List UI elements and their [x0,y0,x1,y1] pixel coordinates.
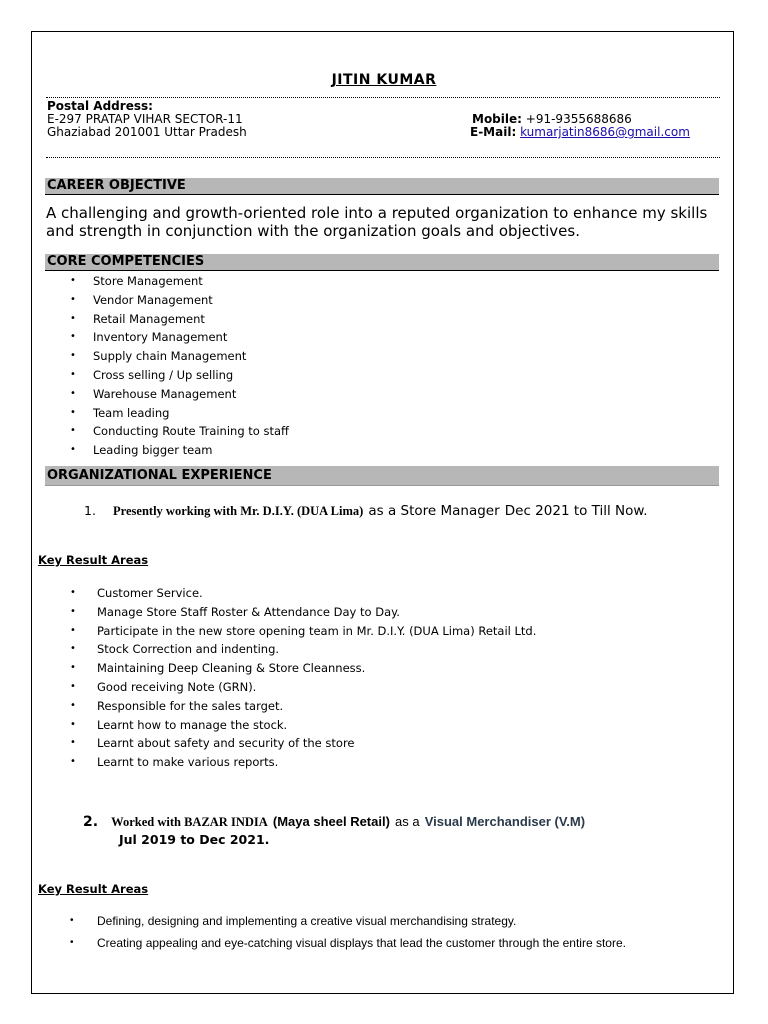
job-2-line [83,811,585,832]
list-item: • Stock Correction and indenting. [70,640,536,659]
list-item: • Team leading [70,404,289,423]
list-item: • Participate in the new store opening team in Mr. D.I.Y. (DUA Lima) Retail Ltd. [70,622,536,641]
list-item: • Learnt how to manage the stock. [70,716,536,735]
header-divider-top [46,97,720,98]
postal-address-label: Postal Address: [47,99,153,113]
key-result-areas-list-2 [70,912,626,954]
job-2-as: as a [395,814,420,829]
job-2-dates: Jul 2019 to Dec 2021. [119,832,270,847]
mobile-label: Mobile: [472,112,522,126]
list-item: • Defining, designing and implementing a creative visual merchandising strategy. [70,912,626,934]
job-1-line [84,501,648,520]
list-item: • Warehouse Management [70,385,289,404]
email-row [470,126,690,139]
list-item: • Good receiving Note (GRN). [70,678,536,697]
job-2-role: Visual Merchandiser (V.M) [424,814,586,829]
job-1-role: as a Store Manager [368,503,500,519]
list-item: • Conducting Route Training to staff [70,422,289,441]
list-item: • Supply chain Management [70,347,289,366]
candidate-name: JITIN KUMAR [331,72,437,88]
career-objective-text: A challenging and growth-oriented role into a reputed organization to enhance my skills and strength in conjunction with the organization goals and objectives. [46,204,708,240]
list-item: • Customer Service. [70,584,536,603]
list-item: • Retail Management [70,310,289,329]
list-item: • Leading bigger team [70,441,289,460]
list-item: • Store Management [70,272,289,291]
header-divider-bottom [46,157,720,158]
key-result-areas-title-2: Key Result Areas [38,882,149,896]
job-2-number: 2. [83,814,99,830]
job-1-number: 1. [84,503,96,518]
job-1-dates: Dec 2021 to Till Now. [504,503,648,519]
core-competencies-list [70,272,289,460]
job-2-employer: Worked with BAZAR INDIA [111,815,268,829]
organizational-experience-heading: ORGANIZATIONAL EXPERIENCE [45,466,719,486]
job-1-employer: Presently working with Mr. D.I.Y. (DUA Lima) [113,504,364,518]
email-link[interactable]: kumarjatin8686@gmail.com [520,125,690,139]
list-item: • Responsible for the sales target. [70,697,536,716]
address-line-1: E-297 PRATAP VIHAR SECTOR-11 [47,112,243,126]
job-2-company: (Maya sheel Retail) [272,814,390,829]
email-label: E-Mail: [470,125,517,139]
list-item: • Creating appealing and eye-catching visual displays that lead the customer through the entire store. [70,934,626,954]
list-item: • Inventory Management [70,328,289,347]
core-competencies-heading: CORE COMPETENCIES [45,254,719,271]
key-result-areas-title-1: Key Result Areas [38,553,149,567]
list-item: • Learnt to make various reports. [70,753,536,772]
list-item: • Manage Store Staff Roster & Attendance Day to Day. [70,603,536,622]
list-item: • Maintaining Deep Cleaning & Store Cleanness. [70,659,536,678]
list-item: • Cross selling / Up selling [70,366,289,385]
list-item: • Learnt about safety and security of the store [70,734,536,753]
address-line-2: Ghaziabad 201001 Uttar Pradesh [47,125,247,139]
mobile-number: +91-9355688686 [525,112,632,126]
key-result-areas-list-1 [70,584,536,772]
list-item: • Vendor Management [70,291,289,310]
career-objective-heading: CAREER OBJECTIVE [45,178,719,195]
